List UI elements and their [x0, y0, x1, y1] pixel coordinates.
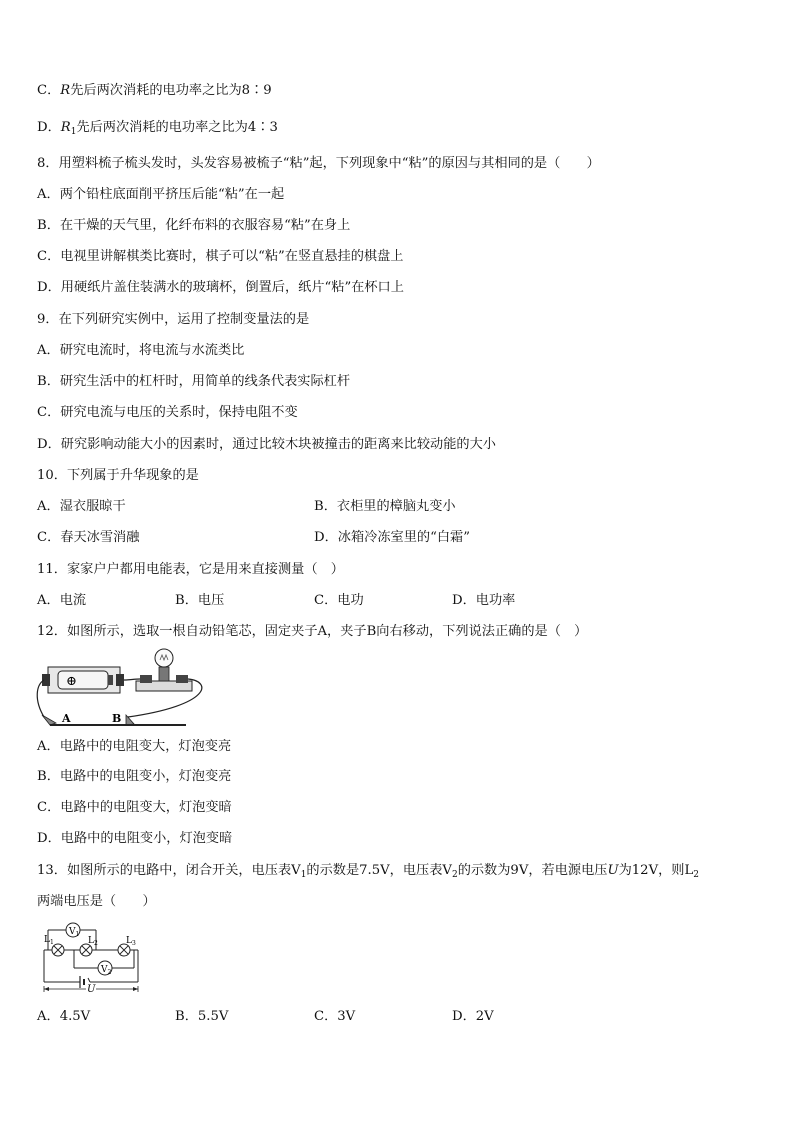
q12-option-b: B．电路中的电阻变小，灯泡变亮	[37, 769, 232, 784]
clip-a-label: A	[62, 712, 71, 725]
q13-circuit-diagram	[38, 920, 148, 995]
q10-option-b: B．衣柜里的樟脑丸变小	[314, 499, 456, 514]
bulb-terminal-right	[176, 675, 188, 683]
battery-plus-sign: ⊕	[66, 674, 77, 689]
subscript: 2	[451, 870, 458, 880]
wire-middle	[124, 679, 140, 680]
q7-option-d	[37, 119, 278, 137]
q10-option-c: C．春天冰雪消融	[37, 530, 140, 545]
q11-option-a: A．电流	[37, 593, 87, 608]
lamp-l3-label: $L_3$	[126, 936, 136, 947]
subscript: 2	[693, 870, 699, 880]
q9-option-c: C．研究电流与电压的关系时，保持电阻不变	[37, 405, 298, 420]
stem-text: 的示数为9V，若电源电压	[457, 863, 608, 878]
lamp-l1-label: $L_1$	[44, 935, 54, 946]
q12-option-a: A．电路中的电阻变大，灯泡变亮	[37, 739, 232, 754]
stem-text: 为12V，则L	[618, 863, 694, 878]
q9-option-b: B．研究生活中的杠杆时，用简单的线条代表实际杠杆	[37, 374, 351, 389]
q10-option-a: A．湿衣服晾干	[37, 499, 126, 514]
q8-option-c: C．电视里讲解棋类比赛时，棋子可以“粘”在竖直悬挂的棋盘上	[37, 249, 404, 264]
battery-right-clip	[116, 674, 124, 686]
voltage-u-label: U	[87, 984, 96, 995]
lamp-l2-label: $L_2$	[88, 936, 98, 947]
q11-option-c: C．电功	[314, 593, 364, 608]
stem-text: 13．如图所示的电路中，闭合开关，电压表V	[37, 863, 301, 878]
clip-b-label: B	[112, 712, 122, 725]
resistor-symbol: R	[60, 120, 71, 135]
clip-a	[42, 715, 56, 725]
q7-option-c	[37, 82, 272, 100]
ratio-value: 8∶9	[241, 83, 272, 98]
bulb-terminal-left	[140, 675, 152, 683]
option-label: D．	[37, 120, 61, 135]
q12-option-c: C．电路中的电阻变大，灯泡变暗	[37, 800, 232, 815]
ratio-value: 4∶3	[247, 120, 278, 135]
arrow-left-icon	[44, 987, 49, 991]
voltmeter-v2-label: $V_2$	[101, 965, 112, 976]
q9-option-a: A．研究电流时，将电流与水流类比	[37, 343, 245, 358]
q10-stem: 10．下列属于升华现象的是	[37, 468, 199, 483]
q13-option-a: A．4.5V	[37, 1009, 91, 1024]
voltage-symbol: U	[607, 863, 619, 878]
option-text: 先后两次消耗的电功率之比为	[70, 83, 242, 98]
bulb-socket	[159, 667, 169, 681]
stem-text: 的示数是7.5V，电压表V	[306, 863, 452, 878]
bulb-icon	[155, 649, 173, 667]
q13-stem-line2: 两端电压是（ ）	[37, 894, 156, 909]
switch	[88, 978, 90, 982]
q10-option-d: D．冰箱冷冻室里的“白霜”	[314, 530, 470, 545]
option-label: C．	[37, 83, 61, 98]
q13-option-c: C．3V	[314, 1009, 356, 1024]
q8-option-b: B．在干燥的天气里，化纤布料的衣服容易“粘”在身上	[37, 218, 351, 233]
option-text: 先后两次消耗的电功率之比为	[76, 120, 248, 135]
q12-option-d: D．电路中的电阻变小，灯泡变暗	[37, 831, 233, 846]
q8-option-d: D．用硬纸片盖住装满水的玻璃杯，倒置后，纸片“粘”在杯口上	[37, 280, 404, 295]
voltmeter-v1-label: $V_1$	[69, 927, 80, 938]
q8-stem: 8．用塑料梳子梳头发时，头发容易被梳子“粘”起，下列现象中“粘”的原因与其相同的是（ ）	[37, 156, 600, 171]
q11-option-d: D．电功率	[452, 593, 516, 608]
arrow-right-icon	[133, 987, 138, 991]
q12-stem: 12．如图所示，选取一根自动铅笔芯，固定夹子A，夹子B向右移动，下列说法正确的是（ ）	[37, 624, 588, 639]
q9-stem: 9．在下列研究实例中，运用了控制变量法的是	[37, 312, 310, 327]
q11-stem: 11．家家户户都用电能表，它是用来直接测量（ ）	[37, 562, 344, 577]
resistor-symbol: R	[60, 83, 71, 98]
q13-option-b: B．5.5V	[175, 1009, 229, 1024]
q12-circuit-figure	[36, 645, 214, 731]
q13-option-d: D．2V	[452, 1009, 494, 1024]
q9-option-d: D．研究影响动能大小的因素时，通过比较木块被撞击的距离来比较动能的大小	[37, 437, 496, 452]
q13-stem-line1	[37, 862, 699, 880]
battery-terminal	[108, 675, 113, 685]
subscript: 1	[300, 870, 307, 880]
q8-option-a: A．两个铅柱底面削平挤压后能“粘”在一起	[37, 187, 285, 202]
q11-option-b: B．电压	[175, 593, 225, 608]
resistor-subscript: 1	[70, 127, 77, 137]
